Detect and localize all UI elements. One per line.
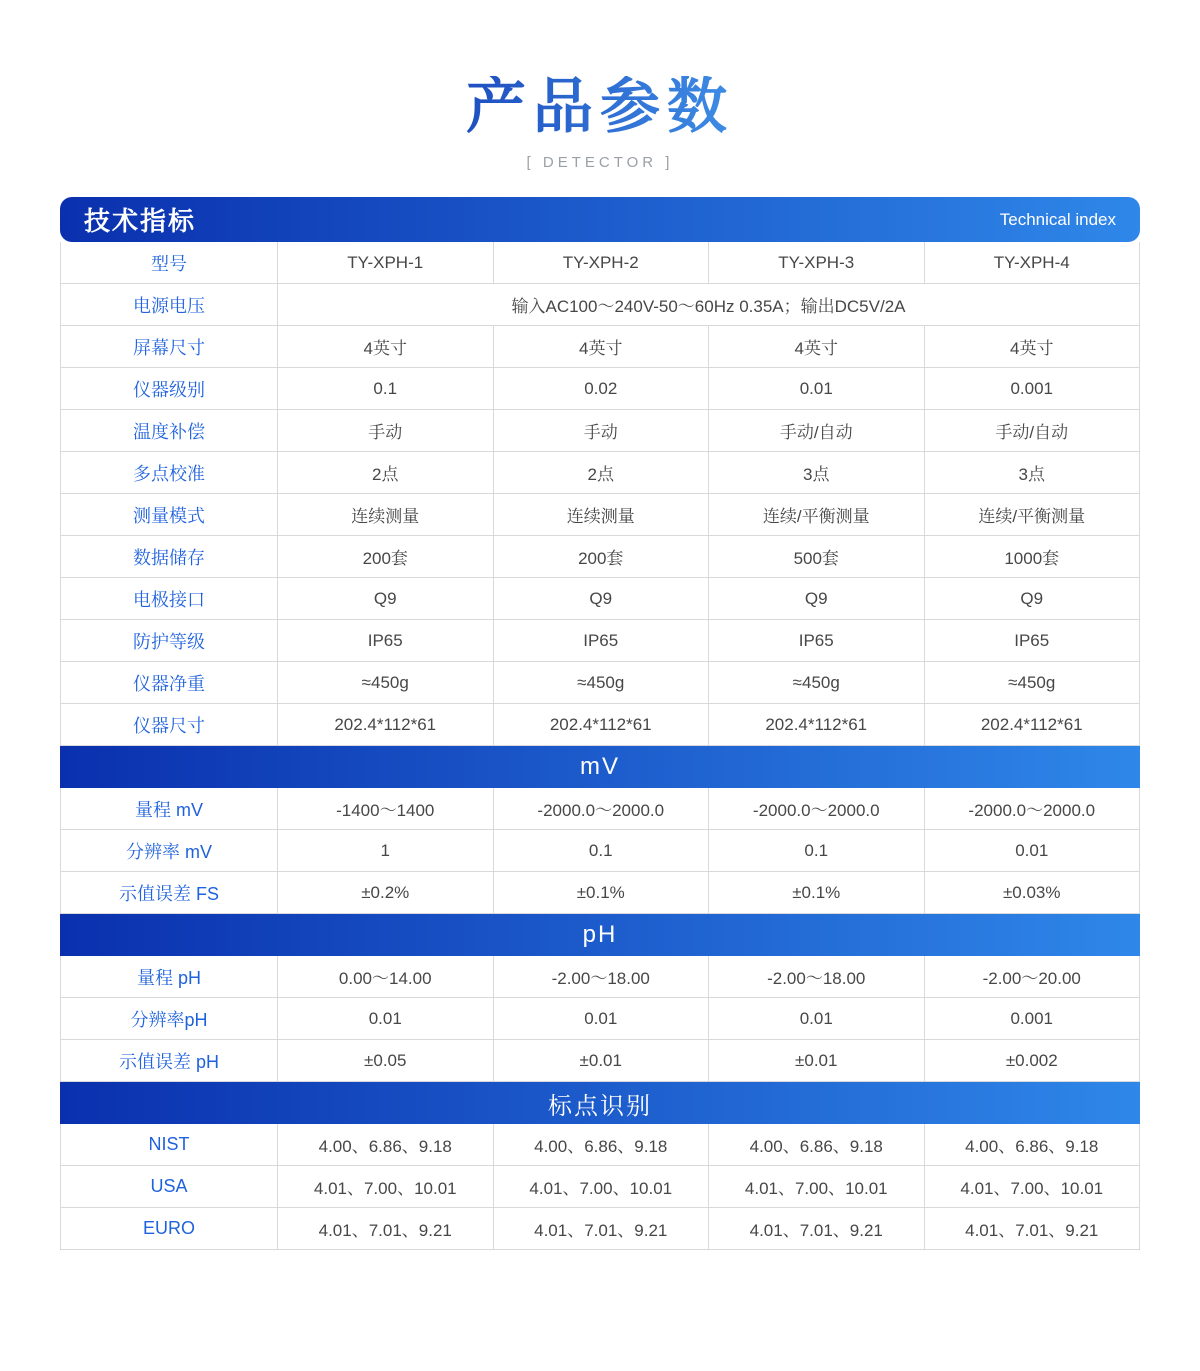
row-value: IP65: [709, 620, 925, 662]
row-value: 202.4*112*61: [494, 704, 710, 746]
section-band: pH: [60, 914, 1140, 956]
row-value: -2000.0～2000.0: [709, 788, 925, 830]
row-value: ≈450g: [494, 662, 710, 704]
row-value: 4英寸: [494, 326, 710, 368]
row-value: 4.01、7.00、10.01: [925, 1166, 1141, 1208]
row-value: 1000套: [925, 536, 1141, 578]
table-row: [60, 1124, 1140, 1166]
row-value: 4.01、7.01、9.21: [494, 1208, 710, 1250]
row-value: 0.1: [494, 830, 710, 872]
row-label: 数据储存: [60, 536, 278, 578]
row-value: 500套: [709, 536, 925, 578]
row-value: ±0.002: [925, 1040, 1141, 1082]
row-value: ±0.1%: [494, 872, 710, 914]
row-label: EURO: [60, 1208, 278, 1250]
row-label: 多点校准: [60, 452, 278, 494]
spec-header-right-label: Technical index: [999, 209, 1116, 229]
table-row: [60, 452, 1140, 494]
row-label: 量程 pH: [60, 956, 278, 998]
row-value: 4英寸: [709, 326, 925, 368]
row-value: ±0.01: [709, 1040, 925, 1082]
row-value: 0.00～14.00: [278, 956, 494, 998]
row-label: USA: [60, 1166, 278, 1208]
table-row: [60, 956, 1140, 998]
table-row: [60, 872, 1140, 914]
row-value: 4.00、6.86、9.18: [925, 1124, 1141, 1166]
row-value: -2.00～20.00: [925, 956, 1141, 998]
table-row: [60, 242, 1140, 284]
table-row: [60, 1040, 1140, 1082]
row-label: 示值误差 FS: [60, 872, 278, 914]
row-label: 电极接口: [60, 578, 278, 620]
row-label: 防护等级: [60, 620, 278, 662]
row-value: ≈450g: [925, 662, 1141, 704]
row-value: 0.01: [709, 998, 925, 1040]
row-label: 仪器级别: [60, 368, 278, 410]
row-value: 连续/平衡测量: [925, 494, 1141, 536]
table-row: [60, 704, 1140, 746]
row-value: IP65: [925, 620, 1141, 662]
row-value: 4.00、6.86、9.18: [709, 1124, 925, 1166]
row-value: 4.01、7.01、9.21: [278, 1208, 494, 1250]
row-value: ≈450g: [709, 662, 925, 704]
row-value: ±0.01: [494, 1040, 710, 1082]
row-value: -1400～1400: [278, 788, 494, 830]
row-value: 0.1: [709, 830, 925, 872]
row-value: 200套: [278, 536, 494, 578]
row-value: 2点: [278, 452, 494, 494]
row-value: 202.4*112*61: [925, 704, 1141, 746]
row-value: 0.001: [925, 368, 1141, 410]
row-label: 测量模式: [60, 494, 278, 536]
row-label: 温度补偿: [60, 410, 278, 452]
row-value: ≈450g: [278, 662, 494, 704]
table-row: [60, 284, 1140, 326]
row-value: 4.01、7.01、9.21: [709, 1208, 925, 1250]
table-row: [60, 494, 1140, 536]
row-value: 手动: [278, 410, 494, 452]
row-value: 3点: [709, 452, 925, 494]
row-value: TY-XPH-3: [709, 242, 925, 284]
row-value: 手动/自动: [925, 410, 1141, 452]
row-value: 4.01、7.00、10.01: [709, 1166, 925, 1208]
section-band: 标点识别: [60, 1082, 1140, 1124]
row-value: TY-XPH-4: [925, 242, 1141, 284]
section-band: mV: [60, 746, 1140, 788]
row-value: Q9: [494, 578, 710, 620]
row-value: -2.00～18.00: [494, 956, 710, 998]
row-value: 2点: [494, 452, 710, 494]
row-label: 量程 mV: [60, 788, 278, 830]
table-row: [60, 1166, 1140, 1208]
table-row: [60, 326, 1140, 368]
row-value: 4.00、6.86、9.18: [278, 1124, 494, 1166]
row-value: -2000.0～2000.0: [494, 788, 710, 830]
row-value: IP65: [278, 620, 494, 662]
row-label: 电源电压: [60, 284, 278, 326]
table-row: [60, 788, 1140, 830]
row-label: 仪器净重: [60, 662, 278, 704]
row-value: -2000.0～2000.0: [925, 788, 1141, 830]
page-title-wrap: [0, 72, 1200, 142]
row-value: 0.02: [494, 368, 710, 410]
row-value: 4英寸: [925, 326, 1141, 368]
row-value: ±0.2%: [278, 872, 494, 914]
row-value: 200套: [494, 536, 710, 578]
row-value: 4.00、6.86、9.18: [494, 1124, 710, 1166]
row-value: 手动: [494, 410, 710, 452]
row-value: 0.001: [925, 998, 1141, 1040]
row-value: 4英寸: [278, 326, 494, 368]
row-value: Q9: [709, 578, 925, 620]
table-row: [60, 998, 1140, 1040]
row-label: 屏幕尺寸: [60, 326, 278, 368]
row-value: 连续测量: [494, 494, 710, 536]
row-value: Q9: [278, 578, 494, 620]
page-subtitle: [ DETECTOR ]: [526, 154, 674, 171]
row-value: 4.01、7.01、9.21: [925, 1208, 1141, 1250]
row-value: 1: [278, 830, 494, 872]
spec-header-title: 技术指标: [84, 206, 197, 236]
row-label: 分辨率 mV: [60, 830, 278, 872]
row-value: 0.01: [278, 998, 494, 1040]
row-value: 3点: [925, 452, 1141, 494]
row-value: ±0.05: [278, 1040, 494, 1082]
row-label: 型号: [60, 242, 278, 284]
spec-table-header: [60, 197, 1140, 242]
row-value: 202.4*112*61: [709, 704, 925, 746]
row-value: 202.4*112*61: [278, 704, 494, 746]
table-row: [60, 830, 1140, 872]
table-row: [60, 368, 1140, 410]
row-value: IP65: [494, 620, 710, 662]
row-value: 手动/自动: [709, 410, 925, 452]
row-value: -2.00～18.00: [709, 956, 925, 998]
row-value: 0.1: [278, 368, 494, 410]
row-label: 示值误差 pH: [60, 1040, 278, 1082]
row-value: 4.01、7.00、10.01: [494, 1166, 710, 1208]
row-value: TY-XPH-1: [278, 242, 494, 284]
row-value: 0.01: [494, 998, 710, 1040]
row-value: Q9: [925, 578, 1141, 620]
spec-table: [60, 197, 1140, 1250]
table-row: [60, 1208, 1140, 1250]
row-value: 输入AC100～240V-50～60Hz 0.35A；输出DC5V/2A: [278, 284, 1140, 326]
row-value: 0.01: [925, 830, 1141, 872]
row-value: 连续/平衡测量: [709, 494, 925, 536]
table-row: [60, 410, 1140, 452]
spec-table-body: [60, 242, 1140, 1250]
row-value: 连续测量: [278, 494, 494, 536]
row-value: ±0.1%: [709, 872, 925, 914]
table-row: [60, 662, 1140, 704]
row-label: 分辨率pH: [60, 998, 278, 1040]
row-value: TY-XPH-2: [494, 242, 710, 284]
row-value: 0.01: [709, 368, 925, 410]
table-row: [60, 620, 1140, 662]
page-title: 产品参数: [466, 72, 734, 142]
row-value: 4.01、7.00、10.01: [278, 1166, 494, 1208]
table-row: [60, 578, 1140, 620]
row-value: ±0.03%: [925, 872, 1141, 914]
table-row: [60, 536, 1140, 578]
row-label: 仪器尺寸: [60, 704, 278, 746]
row-label: NIST: [60, 1124, 278, 1166]
